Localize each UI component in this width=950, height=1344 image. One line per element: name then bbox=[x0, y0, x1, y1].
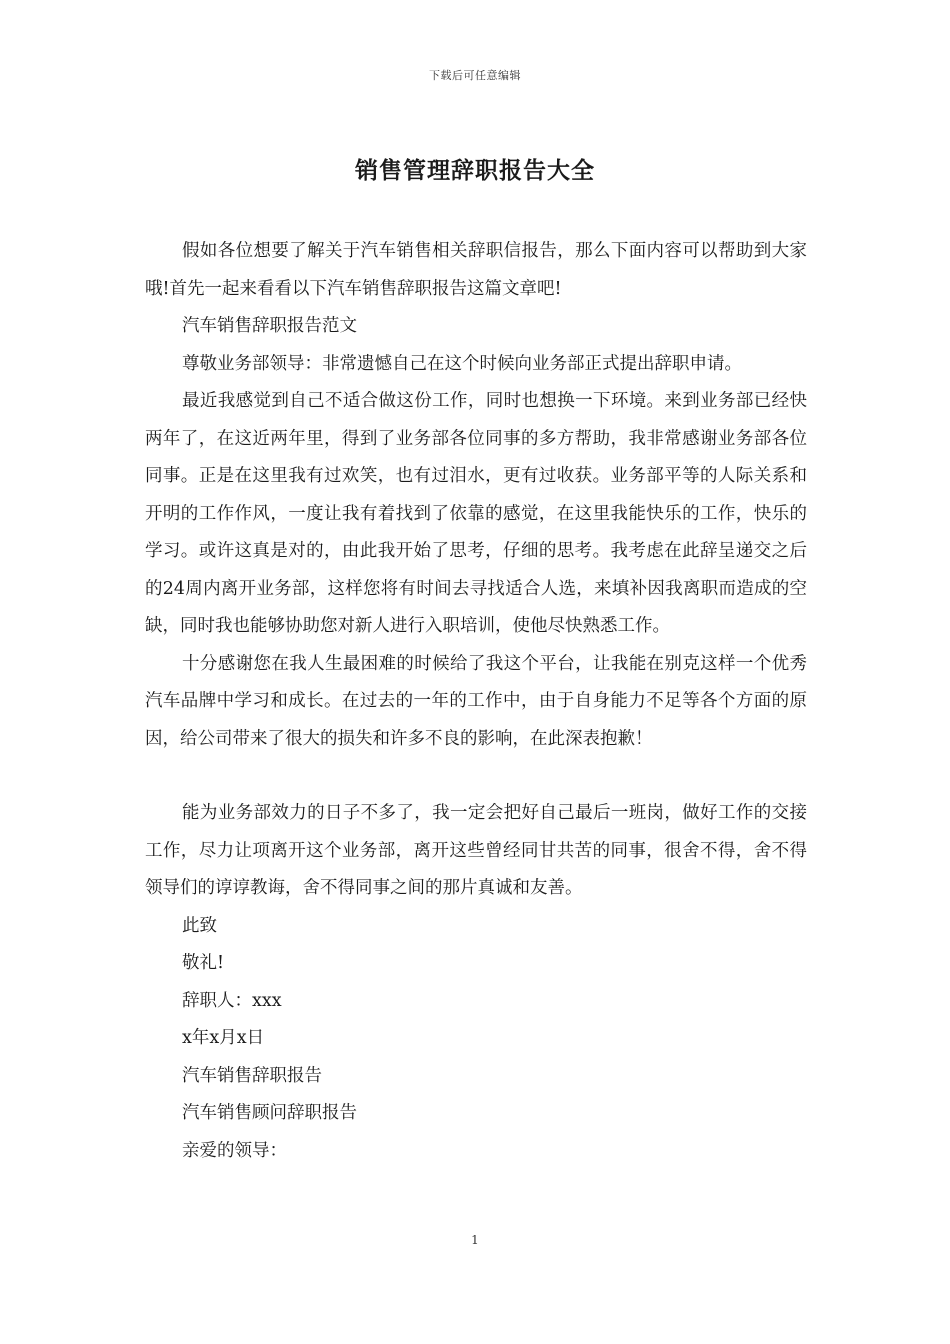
date-line: x年x月x日 bbox=[182, 1028, 265, 1048]
closing-line: 此致 bbox=[182, 915, 217, 936]
document-body bbox=[145, 233, 807, 1170]
document-title: 销售管理辞职报告大全 bbox=[355, 157, 595, 184]
intro-paragraph: 假如各位想要了解关于汽车销售相关辞职信报告，那么下面内容可以帮助到大家哦!首先一起来看看以下汽车销售辞职报告这篇文章吧! bbox=[145, 241, 807, 299]
body-paragraph-reasons: 最近我感觉到自己不适合做这份工作，同时也想换一下环境。来到业务部已经快两年了，在这近两年里，得到了业务部各位同事的多方帮助，我非常感谢业务部各位同事。正是在这里我有过欢笑，也有过泪水，更有过收获。业务部平等的人际关系和开明的工作作风，一度让我有着找到了依靠的感觉，在这里我能快乐的工作，快乐的学习。或许这真是对的，由此我开始了思考，仔细的思考。我考虑在此辞呈递交之后的24周内离开业务部，这样您将有时间去寻找适合人选，来填补因我离职而造成的空缺，同时我也能够协助您对新人进行入职培训，使他尽快熟悉工作。 bbox=[145, 391, 807, 636]
signature-line: 辞职人：xxx bbox=[182, 990, 282, 1011]
body-paragraph-thanks: 十分感谢您在我人生最困难的时候给了我这个平台，让我能在别克这样一个优秀汽车品牌中学习和成长。在过去的一年的工作中，由于自身能力不足等各个方面的原因，给公司带来了很大的损失和许多不良的影响，在此深表抱歉！ bbox=[145, 653, 807, 749]
subsection-heading: 汽车销售顾问辞职报告 bbox=[182, 1103, 357, 1123]
greeting-line: 亲爱的领导： bbox=[182, 1140, 287, 1161]
section-heading: 汽车销售辞职报告 bbox=[182, 1065, 322, 1086]
page-header: 下载后可任意编辑 bbox=[429, 69, 521, 82]
page-number: 1 bbox=[471, 1233, 479, 1247]
sample-heading: 汽车销售辞职报告范文 bbox=[182, 316, 357, 336]
body-paragraph-farewell: 能为业务部效力的日子不多了，我一定会把好自己最后一班岗，做好工作的交接工作，尽力让项离开这个业务部，离开这些曾经同甘共苦的同事，很舍不得，舍不得领导们的谆谆教诲，舍不得同事之间的那片真诚和友善。 bbox=[145, 803, 807, 898]
salutation-paragraph: 尊敬业务部领导：非常遗憾自己在这个时候向业务部正式提出辞职申请。 bbox=[182, 353, 742, 374]
regards-line: 敬礼! bbox=[182, 953, 225, 973]
